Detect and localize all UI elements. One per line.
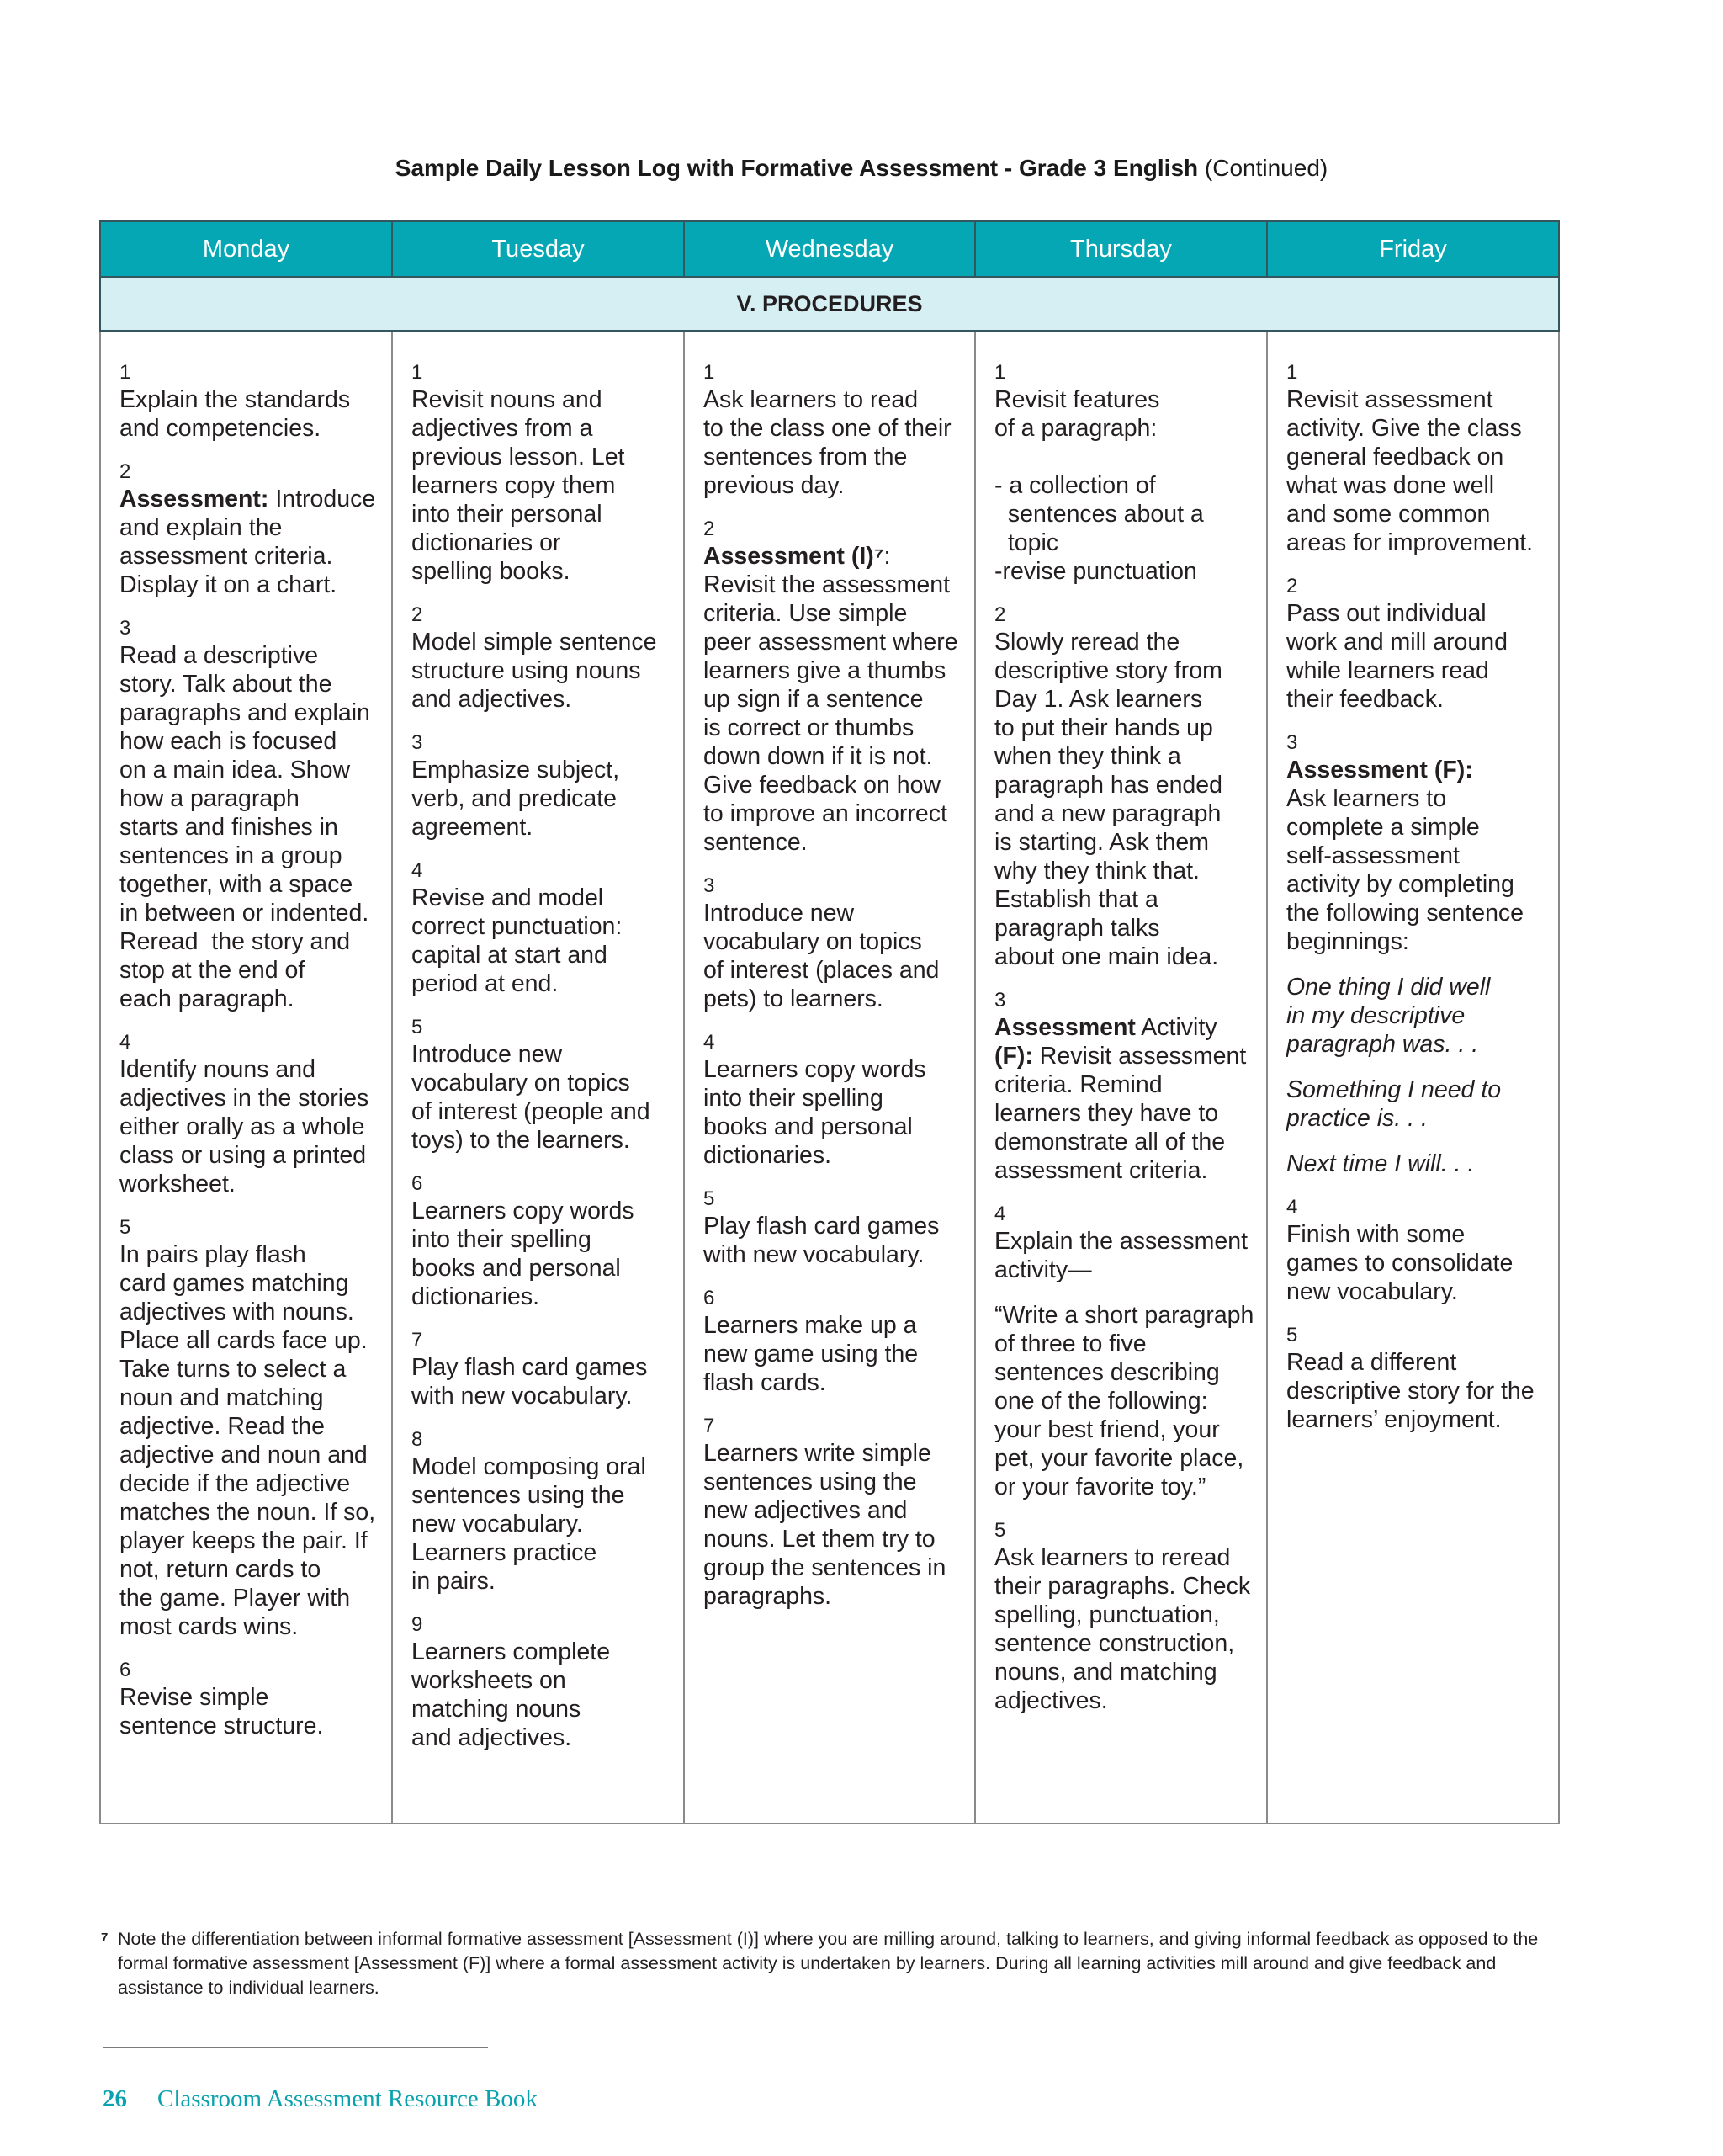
footnote: [101, 1927, 1565, 2000]
section-row: [100, 277, 1559, 331]
step-text: [994, 385, 1261, 586]
step-number: 1: [994, 361, 1006, 384]
step-body: Revisit nouns and adjectives from a previous lesson. Let learners copy them into their personal dictionaries or spelling books.: [411, 386, 625, 585]
day-header-thursday: Thursday: [975, 221, 1267, 277]
step-text: [703, 899, 969, 1013]
step-body: Identify nouns and adjectives in the stories either orally as a whole class or using a printed worksheet.: [119, 1056, 369, 1197]
procedure-step: [119, 360, 386, 443]
step-body: Ask learners to complete a simple self-assessment activity by completing the following sentence beginnings:: [1286, 785, 1524, 955]
step-text: [703, 1212, 969, 1269]
step-text: [1286, 1075, 1553, 1133]
step-number: 2: [703, 518, 715, 540]
step-text: [411, 1040, 678, 1155]
step-number: 4: [119, 1031, 131, 1054]
procedure-step: [411, 1328, 678, 1410]
step-body: Play flash card games with new vocabulary.: [703, 1213, 940, 1268]
step-body: Pass out individual work and mill around while learners read their feedback.: [1286, 600, 1508, 713]
page-title: [0, 151, 1723, 185]
day-header-tuesday: Tuesday: [392, 221, 684, 277]
step-label: Assessment (I)⁷: [703, 543, 884, 570]
step-body: Revisit assessment criteria. Remind learners they have to demonstrate all of the assessment criteria.: [994, 1043, 1247, 1184]
step-text: [1286, 756, 1553, 956]
step-body: Learners copy words into their spelling books and personal dictionaries.: [703, 1056, 926, 1169]
step-text: [1286, 973, 1553, 1059]
procedure-step: [119, 616, 386, 1013]
step-body: Model composing oral sentences using the new vocabulary. Learners practice in pairs.: [411, 1453, 646, 1595]
footnote-mark: 7: [101, 1930, 109, 1945]
step-text: [703, 1055, 969, 1170]
step-body: Ask learners to reread their paragraphs. Check spelling, punctuation, sentence construction, nouns, and matching adjectives.: [994, 1544, 1251, 1714]
step-text: [119, 385, 386, 443]
step-body: Finish with some games to consolidate new vocabulary.: [1286, 1221, 1514, 1305]
tuesday-column: [392, 331, 684, 1824]
step-number: 3: [994, 989, 1006, 1012]
step-body: Something I need to practice is. . .: [1286, 1076, 1502, 1132]
step-text: [1286, 1348, 1553, 1434]
step-body: Model simple sentence structure using nouns and adjectives.: [411, 629, 657, 713]
step-number: 6: [703, 1287, 715, 1309]
step-number: 4: [1286, 1196, 1298, 1219]
step-number: 3: [1286, 731, 1298, 754]
procedure-step: [1286, 574, 1553, 714]
step-body: “Write a short paragraph of three to five sentences describing one of the following: your best friend, your pet, your favorite place, or your favorite toy.”: [994, 1302, 1254, 1500]
procedure-step: [994, 1202, 1261, 1284]
thursday-column: [975, 331, 1267, 1824]
procedure-step: [703, 1286, 969, 1397]
step-number: 3: [703, 874, 715, 897]
step-body: : Revisit the assessment criteria. Use simple peer assessment where learners give a thumbs up sign if a sentence is correct or thumbs down down if it is not. Give feedback on how to improve an incorrect sentence.: [703, 543, 958, 856]
procedure-step: [119, 1215, 386, 1641]
step-text: [703, 1439, 969, 1611]
step-number: 4: [994, 1203, 1006, 1225]
step-number: 2: [411, 603, 423, 626]
step-number: 8: [411, 1428, 423, 1451]
procedure-step: [994, 603, 1261, 971]
day-header-monday: Monday: [100, 221, 392, 277]
procedures-row: [100, 331, 1559, 1824]
step-number: 1: [703, 361, 715, 384]
procedure-step: [994, 360, 1261, 586]
procedure-step: [1286, 1150, 1553, 1178]
step-label: Assessment (F):: [1286, 757, 1473, 783]
step-number: 5: [119, 1216, 131, 1239]
step-body: Revisit assessment activity. Give the class general feedback on what was done well and some common areas for improvement.: [1286, 386, 1534, 556]
procedure-step: [411, 730, 678, 842]
step-body: Explain the assessment activity—: [994, 1228, 1248, 1283]
step-text: [119, 1683, 386, 1740]
procedure-step: [994, 1518, 1261, 1715]
procedure-step: [1286, 973, 1553, 1059]
step-text: [119, 641, 386, 1013]
step-number: 1: [119, 361, 131, 384]
friday-column: [1267, 331, 1559, 1824]
step-text: [994, 1013, 1261, 1185]
book-title: Classroom Assessment Resource Book: [157, 2085, 538, 2112]
step-text: [411, 1197, 678, 1311]
section-title: V. PROCEDURES: [100, 277, 1559, 331]
step-number: 5: [703, 1187, 715, 1210]
step-body: Read a different descriptive story for the learners’ enjoyment.: [1286, 1349, 1535, 1433]
step-number: 5: [411, 1016, 423, 1038]
wednesday-column: [684, 331, 975, 1824]
step-body: Learners write simple sentences using the new adjectives and nouns. Let them try to group the sentences in paragraphs.: [703, 1440, 946, 1610]
procedure-step: [703, 517, 969, 857]
step-number: 4: [703, 1031, 715, 1054]
step-text: [1286, 1220, 1553, 1306]
step-text: [994, 1543, 1261, 1715]
procedure-step: [411, 1015, 678, 1155]
step-text: [994, 1227, 1261, 1284]
procedure-step: [1286, 1075, 1553, 1133]
procedure-step: [411, 603, 678, 714]
step-body: Revise simple sentence structure.: [119, 1684, 324, 1739]
footer-divider: [103, 2047, 488, 2048]
procedure-step: [411, 1427, 678, 1596]
step-number: 7: [703, 1415, 715, 1437]
step-number: 2: [994, 603, 1006, 626]
step-body: Next time I will. . .: [1286, 1150, 1475, 1177]
step-number: 9: [411, 1613, 423, 1636]
procedure-step: [119, 459, 386, 599]
step-body: Ask learners to read to the class one of their sentences from the previous day.: [703, 386, 952, 499]
step-number: 6: [411, 1172, 423, 1195]
page-number: 26: [103, 2085, 127, 2112]
step-text: [1286, 1150, 1553, 1178]
step-body: Play flash card games with new vocabulary.: [411, 1354, 648, 1410]
page-title-continued: (Continued): [1204, 155, 1328, 181]
step-number: 5: [994, 1519, 1006, 1542]
step-label: (F):: [994, 1043, 1033, 1070]
step-body: Introduce new vocabulary on topics of interest (people and toys) to the learners.: [411, 1041, 650, 1154]
step-text: [411, 1353, 678, 1410]
step-number: 1: [1286, 361, 1298, 384]
step-text: [411, 1452, 678, 1596]
procedure-step: [411, 1171, 678, 1311]
step-body: One thing I did well in my descriptive paragraph was. . .: [1286, 974, 1491, 1058]
step-body: Revisit features of a paragraph: - a collection of sentences about a topic -revise punctuation: [994, 386, 1204, 585]
step-text: [411, 628, 678, 714]
step-number: 1: [411, 361, 423, 384]
procedure-step: [411, 858, 678, 998]
day-header-friday: Friday: [1267, 221, 1559, 277]
procedure-step: [703, 360, 969, 500]
step-body: Emphasize subject, verb, and predicate agreement.: [411, 757, 620, 841]
step-body: Read a descriptive story. Talk about the paragraphs and explain how each is focused on a main idea. Show how a paragraph starts and finishes in sentences in a group together, with a space in between or indented. Reread the story and stop at the end of each paragraph.: [119, 642, 370, 1012]
procedure-step: [1286, 360, 1553, 557]
step-body: Revise and model correct punctuation: capital at start and period at end.: [411, 884, 623, 997]
step-text: [119, 1240, 386, 1641]
step-number: 7: [411, 1329, 423, 1351]
monday-column: [100, 331, 392, 1824]
day-header-wednesday: Wednesday: [684, 221, 975, 277]
step-text: [1286, 385, 1553, 557]
step-number: 2: [119, 460, 131, 483]
lesson-log-table: [99, 220, 1560, 1824]
procedure-step: [703, 1030, 969, 1170]
procedure-step: [703, 1187, 969, 1269]
step-text: [703, 1311, 969, 1397]
step-label: Assessment:: [119, 486, 269, 512]
procedure-step: [119, 1658, 386, 1740]
step-number: 6: [119, 1659, 131, 1681]
step-text: [994, 1301, 1261, 1501]
step-body: Learners complete worksheets on matching nouns and adjectives.: [411, 1638, 611, 1751]
procedure-step: [411, 360, 678, 586]
step-body: Introduce new vocabulary on topics of interest (places and pets) to learners.: [703, 900, 940, 1012]
step-text: [411, 385, 678, 586]
procedure-step: [703, 1414, 969, 1611]
footnote-text: Note the differentiation between informal formative assessment [Assessment (I)] where you are milling around, talking to learners, and giving informal feedback as opposed to the formal formative assessment [Assessment (F)] where a formal assessment activity is undertaken by learners. During all learning activities mill around and give feedback and assistance to individual learners.: [118, 1929, 1539, 1998]
day-header-row: [100, 221, 1559, 277]
procedure-step: [703, 874, 969, 1013]
procedure-step: [994, 988, 1261, 1185]
step-text: [703, 542, 969, 857]
step-body: Slowly reread the descriptive story from Day 1. Ask learners to put their hands up when they think a paragraph has ended and a new paragraph is starting. Ask them why they think that. Establish that a paragraph talks about one main idea.: [994, 629, 1222, 970]
procedure-step: [411, 1612, 678, 1752]
procedure-step: [1286, 730, 1553, 956]
step-text: [411, 884, 678, 998]
step-text: [703, 385, 969, 500]
step-number: 3: [411, 731, 423, 754]
step-body: In pairs play flash card games matching adjectives with nouns. Place all cards face up. Take turns to select a noun and matching adjective. Read the adjective and noun and decide if the adjective matches the noun. If so, player keeps the pair. If not, return cards to the game. Player with most cards wins.: [119, 1241, 376, 1640]
page-title-bold: Sample Daily Lesson Log with Formative Assessment - Grade 3 English: [395, 155, 1199, 181]
step-label: Assessment: [994, 1014, 1136, 1041]
procedure-step: [119, 1030, 386, 1198]
step-text: [119, 485, 386, 599]
step-text: [994, 628, 1261, 971]
procedure-step: [1286, 1195, 1553, 1306]
page-footer: [103, 2085, 538, 2113]
step-number: 3: [119, 617, 131, 640]
step-text: [119, 1055, 386, 1198]
step-body: Introduce and explain the assessment criteria. Display it on a chart.: [119, 486, 376, 598]
step-text: [1286, 599, 1553, 714]
step-number: 4: [411, 859, 423, 882]
step-body: Learners copy words into their spelling books and personal dictionaries.: [411, 1197, 634, 1310]
step-body: Explain the standards and competencies.: [119, 386, 351, 442]
step-text: [411, 756, 678, 842]
step-number: 5: [1286, 1324, 1298, 1346]
procedure-step: [1286, 1323, 1553, 1434]
step-text: [411, 1638, 678, 1752]
step-number: 2: [1286, 575, 1298, 597]
procedure-step: [994, 1301, 1261, 1501]
step-body: Learners make up a new game using the flash cards.: [703, 1312, 919, 1396]
step-body: Activity: [1141, 1014, 1217, 1041]
